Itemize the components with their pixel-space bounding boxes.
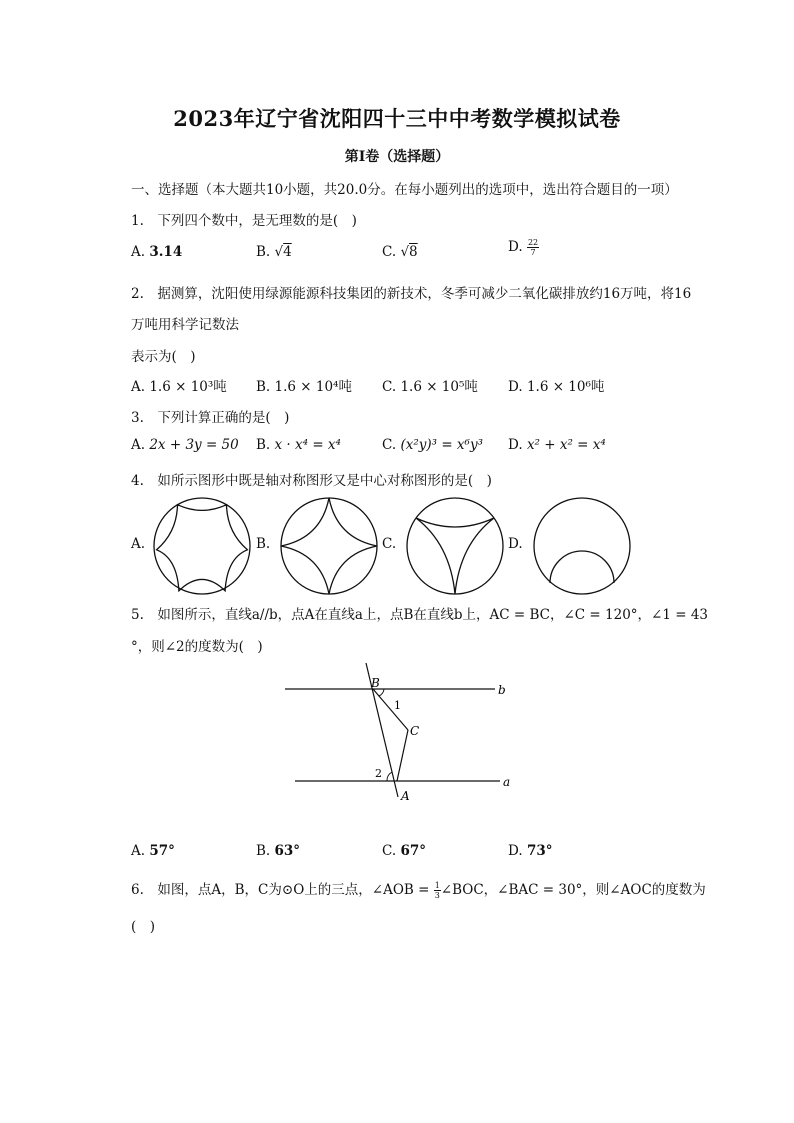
option-label: B. xyxy=(256,379,271,395)
q4-figure-a[interactable] xyxy=(152,496,252,596)
q4-option-d-label[interactable]: D. xyxy=(508,536,523,552)
option-value: 3.14 xyxy=(149,244,183,260)
option-label: C. xyxy=(382,843,397,859)
label-angle-1: 1 xyxy=(394,699,401,712)
q2-stem-line2: 万吨用科学记数法 xyxy=(131,317,239,333)
option-label: D. xyxy=(508,379,523,395)
q1-stem: 1. 下列四个数中，是无理数的是( ) xyxy=(131,213,357,229)
option-value: x · x⁴ = x⁴ xyxy=(274,437,341,453)
option-value: 1.6 × 10⁴吨 xyxy=(274,379,352,395)
q1-option-b[interactable] xyxy=(256,244,292,260)
q2-option-c[interactable] xyxy=(382,375,478,395)
option-label: C. xyxy=(382,244,397,260)
q4-figure-d[interactable] xyxy=(532,496,632,596)
label-a-line: a xyxy=(503,775,511,789)
option-value: 57° xyxy=(149,843,175,859)
segment-bc xyxy=(373,689,408,730)
q5-figure xyxy=(280,660,520,805)
option-value: 4 xyxy=(283,244,292,260)
option-value: (x²y)³ = x⁶y³ xyxy=(400,437,483,453)
q6-stem-line2: ( ) xyxy=(131,919,156,935)
angle-1-arc xyxy=(379,689,384,696)
label-angle-2: 2 xyxy=(375,767,382,780)
option-label: C. xyxy=(382,379,397,395)
option-value: x² + x² = x⁴ xyxy=(526,437,606,453)
fraction: $\frac{22}{7}$ xyxy=(527,238,539,257)
option-label: B. xyxy=(256,843,271,859)
q5-option-d[interactable] xyxy=(508,843,552,859)
section-instructions: 一、选择题（本大题共10小题，共20.0分。在每小题列出的选项中，选出符合题目的一项） xyxy=(131,182,678,198)
segment-ca xyxy=(397,730,408,781)
option-label: C. xyxy=(382,437,397,453)
label-c-point: C xyxy=(410,724,420,738)
fraction: $\frac{1}{3}$ xyxy=(434,881,440,900)
label-b-line: b xyxy=(498,683,506,697)
option-label: B. xyxy=(256,244,271,260)
option-value: 63° xyxy=(274,843,301,859)
q1-option-d[interactable] xyxy=(508,238,539,257)
q6-stem-line1 xyxy=(131,878,706,900)
sqrt-icon: √ xyxy=(400,244,410,260)
q2-option-d[interactable] xyxy=(508,375,604,395)
option-label: D. xyxy=(508,239,523,255)
q4-figure-c[interactable] xyxy=(405,496,505,596)
q6-stem-post: ∠BOC，∠BAC = 30°，则∠AOC的度数为 xyxy=(440,882,706,898)
option-label: D. xyxy=(508,843,523,859)
page-title: 2023年辽宁省沈阳四十三中中考数学模拟试卷 xyxy=(173,106,621,131)
q3-option-b[interactable] xyxy=(256,437,341,453)
q3-option-c[interactable] xyxy=(382,437,483,453)
q3-stem: 3. 下列计算正确的是( ) xyxy=(131,410,290,426)
q5-option-b[interactable] xyxy=(256,843,300,859)
option-value: 73° xyxy=(526,843,553,859)
q2-option-b[interactable] xyxy=(256,375,352,395)
sqrt-icon: √ xyxy=(274,244,284,260)
option-label: A. xyxy=(131,244,146,260)
q2-stem-line1: 2. 据测算，沈阳使用绿源能源科技集团的新技术，冬季可减少二氧化碳排放约16万吨，将16 xyxy=(131,286,692,302)
label-b-point: B xyxy=(371,676,380,690)
q4-option-c-label[interactable]: C. xyxy=(382,536,397,552)
option-value: 8 xyxy=(409,244,418,260)
q4-stem: 4. 如所示图形中既是轴对称图形又是中心对称图形的是( ) xyxy=(131,473,492,489)
q3-option-d[interactable] xyxy=(508,437,606,453)
q3-option-a[interactable] xyxy=(131,437,239,453)
q1-option-c[interactable] xyxy=(382,244,418,260)
q4-option-b-label[interactable]: B. xyxy=(256,536,271,552)
option-value: 1.6 × 10⁵吨 xyxy=(400,379,478,395)
q5-option-a[interactable] xyxy=(131,843,175,859)
option-label: D. xyxy=(508,437,523,453)
option-label: B. xyxy=(256,437,271,453)
section-title: 第I卷（选择题） xyxy=(344,149,450,165)
option-value: 1.6 × 10⁶吨 xyxy=(526,379,605,395)
q6-stem-pre: 6. 如图，点A，B，C为⊙O上的三点，∠AOB = xyxy=(131,882,434,898)
q1-option-a[interactable] xyxy=(131,244,182,260)
q4-option-a-label[interactable]: A. xyxy=(131,536,146,552)
q2-option-a[interactable] xyxy=(131,375,227,395)
option-value: 1.6 × 10³吨 xyxy=(149,379,227,395)
q5-stem-line1: 5. 如图所示，直线a//b，点A在直线a上，点B在直线b上，AC = BC，∠C = 120°，∠1 = 43 xyxy=(131,607,709,623)
option-value: 67° xyxy=(400,843,426,859)
q2-stem-line3: 表示为( ) xyxy=(131,349,196,365)
label-a-point: A xyxy=(401,789,410,803)
q5-stem-line2: °，则∠2的度数为( ) xyxy=(131,639,263,655)
option-label: A. xyxy=(131,379,146,395)
option-label: A. xyxy=(131,843,146,859)
option-label: A. xyxy=(131,437,146,453)
q4-figure-b[interactable] xyxy=(279,496,379,596)
option-value: 2x + 3y = 50 xyxy=(149,437,239,453)
q5-option-c[interactable] xyxy=(382,843,426,859)
angle-2-arc xyxy=(387,772,392,781)
